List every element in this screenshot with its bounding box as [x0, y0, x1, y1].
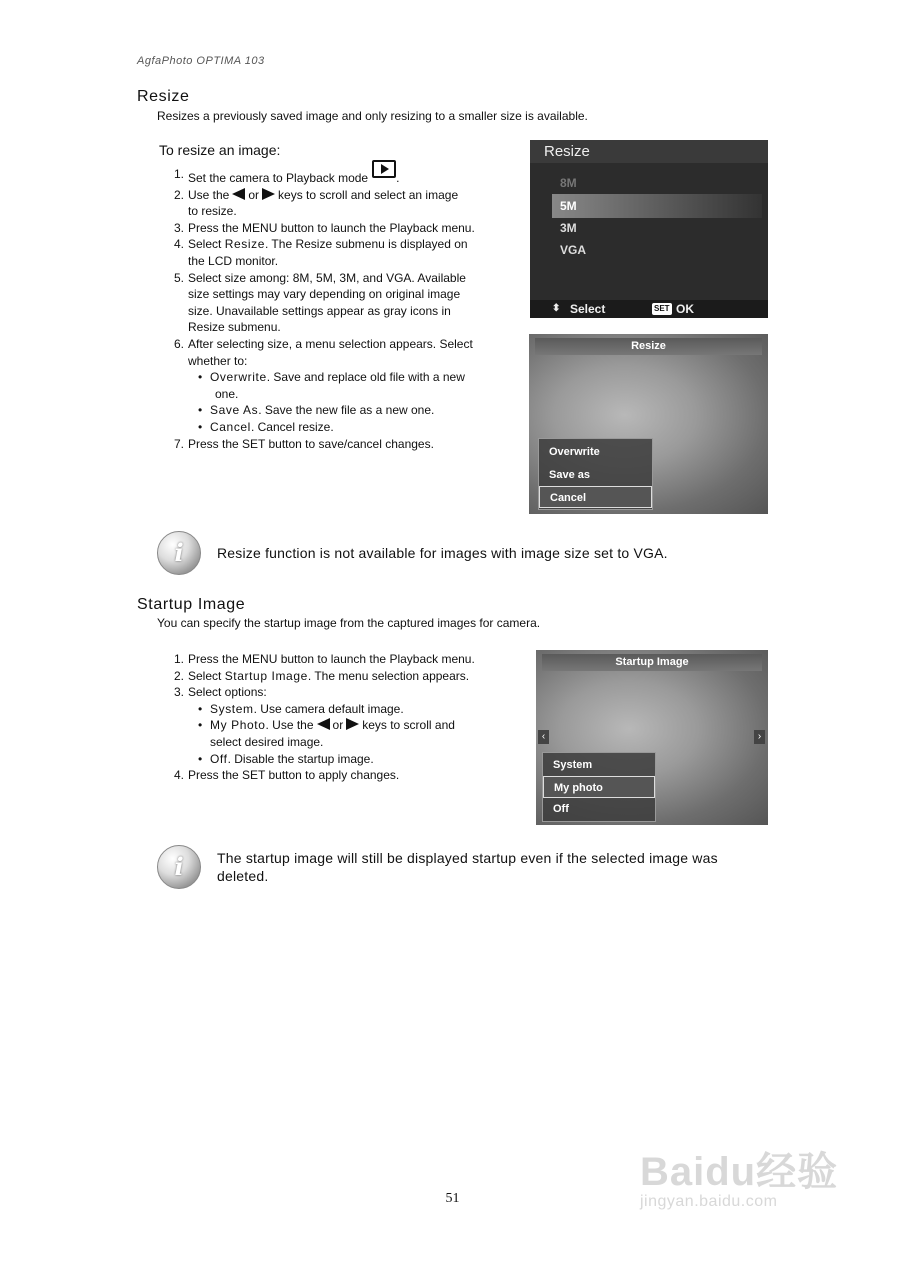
menu-item-cancel: Cancel: [539, 486, 652, 508]
list-item: 1. Set the camera to Playback mode .: [162, 166, 522, 187]
list-item: • Off. Disable the startup image.: [198, 751, 374, 766]
resize-confirm-screenshot: [529, 334, 768, 514]
lcd-item-3m: 3M: [560, 221, 577, 235]
set-icon: SET: [654, 304, 670, 313]
lcd-item-8m: 8M: [560, 176, 577, 190]
startup-options-menu: [542, 752, 656, 822]
chevron-right-icon: ›: [754, 730, 765, 744]
lcd-item-vga: VGA: [560, 243, 587, 257]
playback-mode-icon: [372, 160, 396, 178]
running-header: AgfaPhoto OPTIMA 103: [137, 55, 265, 67]
up-down-icon: ⬍: [552, 303, 561, 314]
section-title-startup-image: Startup Image: [137, 596, 246, 613]
startup-steps: [162, 651, 522, 784]
chevron-left-icon: ‹: [538, 730, 549, 744]
lcd-footer: ⬍ Select SET OK: [530, 300, 768, 318]
baidu-watermark: Baidu经验 jingyan.baidu.com: [640, 1150, 839, 1210]
list-item: • Cancel. Cancel resize.: [198, 419, 334, 434]
page-number: 51: [445, 1191, 460, 1206]
startup-image-screenshot: [536, 650, 768, 825]
lcd-item-5m: 5M: [560, 199, 577, 213]
list-item: • Save As. Save the new file as a new one.: [198, 403, 435, 418]
selection-highlight: [552, 194, 762, 218]
resize-options-menu: [538, 438, 653, 510]
list-item: 5. Select size among: 8M, 5M, 3M, and VGA. Available size settings may vary depending on original image size. Unavailable settings appear as gray icons in Resize submenu.: [173, 270, 466, 335]
lcd-title: Resize: [530, 140, 768, 163]
list-item: • Overwrite. Save and replace old file with a new one.: [198, 370, 465, 401]
list-item: 3. Press the MENU button to launch the Playback menu.: [173, 220, 475, 235]
list-item: 7. Press the SET button to save/cancel changes.: [173, 436, 434, 451]
resize-note: Resize function is not available for images with image size set to VGA.: [217, 545, 668, 561]
info-icon: i: [157, 845, 201, 889]
photo-title-bar: Resize: [535, 338, 762, 355]
list-item: 3. Select options: • System. Use camera default image. • My Photo. Use the or keys to scroll and select desired image. • Off. Disable the startup image.: [162, 684, 522, 767]
photo-title-bar: Startup Image: [542, 654, 762, 671]
menu-item-off: Off: [553, 803, 569, 815]
right-arrow-icon: [262, 188, 275, 200]
list-item: 2. Use the or keys to scroll and select an image to resize.: [173, 187, 459, 219]
list-item: 2. Select Startup Image. The menu selection appears.: [173, 668, 470, 683]
info-icon: i: [157, 531, 201, 575]
right-arrow-icon: [346, 718, 359, 730]
left-arrow-icon: [232, 188, 245, 200]
resize-menu-screenshot: [530, 140, 768, 318]
startup-note: The startup image will still be displayed startup even if the selected image was deleted.: [217, 850, 718, 884]
menu-item-my-photo: My photo: [543, 776, 655, 798]
list-item: 1. Press the MENU button to launch the Playback menu.: [173, 652, 475, 666]
section-title-resize: Resize: [137, 88, 190, 105]
list-item: 6. After selecting size, a menu selection appears. Select whether to: • Overwrite. Save and replace old file with a new one. • Save As. Save the new file as a new one. • Cancel. Cancel resize.: [162, 336, 522, 436]
resize-steps: [162, 166, 522, 452]
startup-intro: You can specify the startup image from the captured images for camera.: [157, 616, 541, 630]
list-item: • My Photo. Use the or keys to scroll and select desired image.: [198, 718, 455, 749]
left-arrow-icon: [317, 718, 330, 730]
resize-subhead: To resize an image:: [159, 142, 281, 158]
menu-item-save-as: Save as: [549, 469, 590, 481]
list-item: 4. Press the SET button to apply changes.: [173, 768, 400, 783]
menu-item-overwrite: Overwrite: [549, 446, 600, 458]
list-item: 4. Select Resize. The Resize submenu is displayed on the LCD monitor.: [173, 237, 468, 268]
list-item: • System. Use camera default image.: [198, 701, 404, 716]
menu-item-system: System: [553, 759, 593, 771]
resize-intro: Resizes a previously saved image and only resizing to a smaller size is available.: [157, 109, 588, 123]
